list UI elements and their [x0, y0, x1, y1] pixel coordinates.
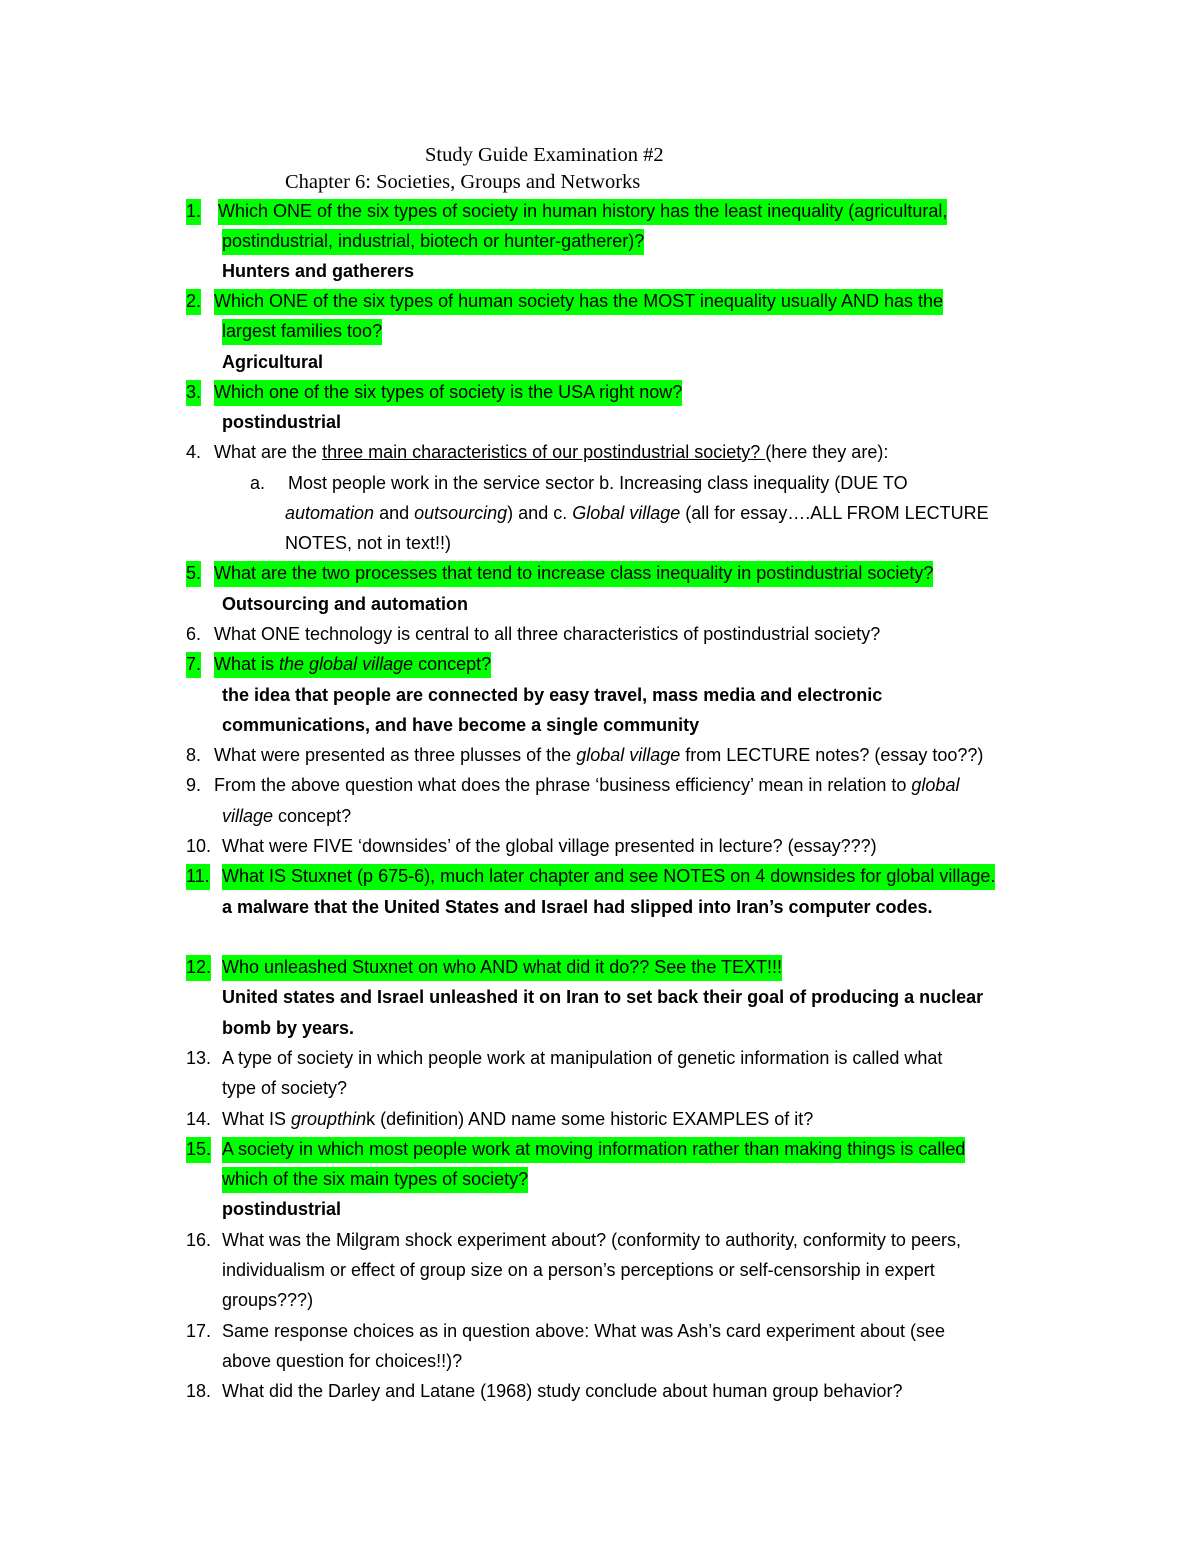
question-number: 12. [186, 955, 211, 981]
question-number: 7. [186, 652, 201, 678]
answer-text: United states and Israel unleashed it on Iran to set back their goal of producing a nuclear [222, 987, 984, 1007]
question-number: 1. [186, 199, 201, 225]
answer-text: Hunters and gatherers [222, 261, 415, 281]
sub-item-text: NOTES, not in text!!) [285, 533, 452, 553]
question-number: 15. [186, 1137, 211, 1163]
question-number: 18. [186, 1381, 212, 1401]
question-text: individualism or effect of group size on a person’s perceptions or self-censorship in expert [222, 1260, 935, 1280]
question-text: Which ONE of the six types of human society has the MOST inequality usually AND has the [214, 289, 943, 315]
question-number: 9. [186, 775, 202, 795]
question-number: 14. [186, 1109, 212, 1129]
sub-item-label: a. [250, 473, 266, 493]
question-text: What are the two processes that tend to increase class inequality in postindustrial society? [214, 561, 933, 587]
question-text: What ONE technology is central to all three characteristics of postindustrial society? [214, 624, 881, 644]
chapter-heading: Chapter 6: Societies, Groups and Networks [285, 171, 641, 193]
question-number: 17. [186, 1321, 212, 1341]
sub-item-text: Most people work in the service sector b. Increasing class inequality (DUE TO [288, 473, 908, 493]
question-number: 13. [186, 1048, 212, 1068]
question-text: What are the three main characteristics of our postindustrial society? (here they are): [214, 442, 889, 462]
question-text: type of society? [222, 1078, 348, 1098]
answer-text: the idea that people are connected by easy travel, mass media and electronic [222, 685, 883, 705]
question-text: Same response choices as in question above: What was Ash’s card experiment about (see [222, 1321, 946, 1341]
question-text: What did the Darley and Latane (1968) study conclude about human group behavior? [222, 1381, 903, 1401]
question-text: What were presented as three plusses of the global village from LECTURE notes? (essay too??) [214, 745, 984, 765]
question-text: What were FIVE ‘downsides’ of the global village presented in lecture? (essay???) [222, 836, 877, 856]
question-number: 4. [186, 442, 202, 462]
answer-text: a malware that the United States and Israel had slipped into Iran’s computer codes. [222, 897, 933, 917]
question-text: Which ONE of the six types of society in human history has the least inequality (agricultural, [218, 199, 947, 225]
answer-text: Agricultural [222, 352, 324, 372]
answer-text: communications, and have become a single community [222, 715, 700, 735]
question-text: groups???) [222, 1290, 314, 1310]
question-number: 5. [186, 561, 201, 587]
question-text: What is the global village concept? [214, 652, 491, 678]
question-text: Who unleashed Stuxnet on who AND what did it do?? See the TEXT!!! [222, 955, 782, 981]
question-text: What IS Stuxnet (p 675-6), much later chapter and see NOTES on 4 downsides for global village. [222, 864, 995, 890]
question-number: 6. [186, 624, 202, 644]
question-number: 11. [186, 864, 210, 890]
question-text: A type of society in which people work at manipulation of genetic information is called what [222, 1048, 943, 1068]
question-number: 8. [186, 745, 202, 765]
question-text: What was the Milgram shock experiment about? (conformity to authority, conformity to peers, [222, 1230, 961, 1250]
question-text: A society in which most people work at moving information rather than making things is called [222, 1137, 965, 1163]
question-text: Which one of the six types of society is the USA right now? [214, 380, 682, 406]
answer-text: bomb by years. [222, 1018, 355, 1038]
question-text: What IS groupthink (definition) AND name some historic EXAMPLES of it? [222, 1109, 814, 1129]
question-number: 3. [186, 380, 201, 406]
question-number: 10. [186, 836, 212, 856]
sub-item-text: automation and outsourcing) and c. Global village (all for essay….ALL FROM LECTURE [285, 503, 989, 523]
answer-text: Outsourcing and automation [222, 594, 468, 614]
question-text: From the above question what does the phrase ‘business efficiency’ mean in relation to global [214, 775, 960, 795]
question-text: which of the six main types of society? [222, 1167, 528, 1193]
document-title: Study Guide Examination #2 [425, 144, 664, 166]
question-number: 16. [186, 1230, 212, 1250]
question-text: postindustrial, industrial, biotech or hunter-gatherer)? [222, 229, 644, 255]
question-text: largest families too? [222, 319, 382, 345]
question-number: 2. [186, 289, 201, 315]
answer-text: postindustrial [222, 412, 342, 432]
question-text: above question for choices!!)? [222, 1351, 463, 1371]
answer-text: postindustrial [222, 1199, 342, 1219]
question-text: village concept? [222, 806, 352, 826]
